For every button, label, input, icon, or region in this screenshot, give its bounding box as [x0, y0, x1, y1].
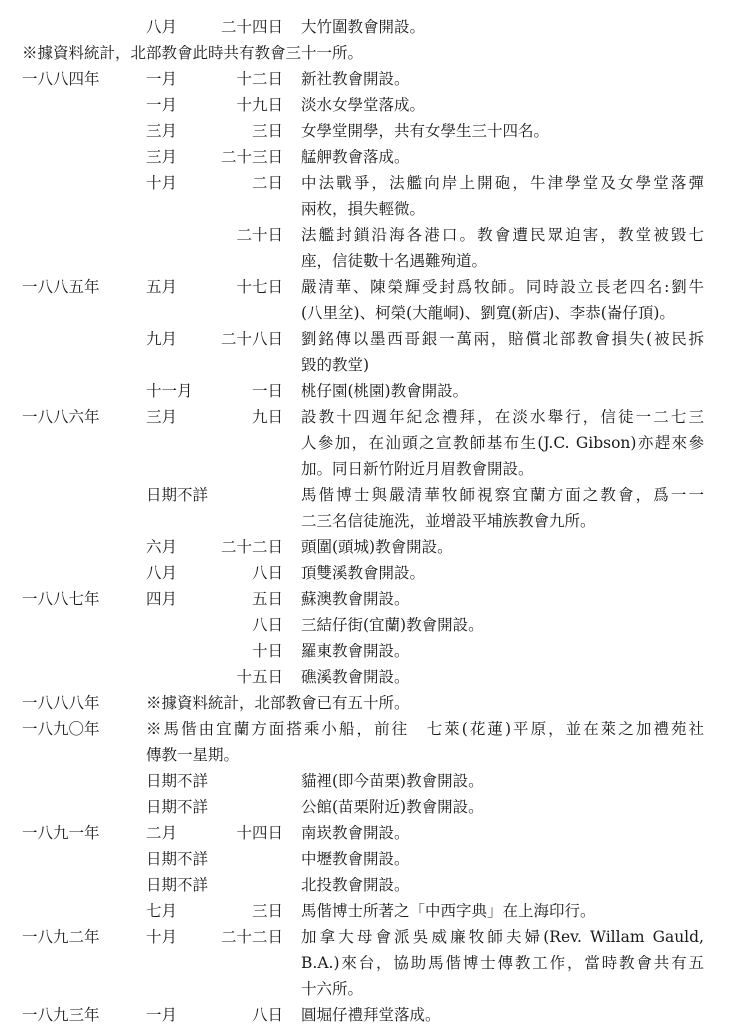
- entry-line: [0, 872, 742, 898]
- entry-month: 三月: [146, 122, 178, 140]
- entry-day: 五日: [251, 590, 283, 608]
- entry-month: 一月: [146, 96, 178, 114]
- entry-text: 二三名信徒施洗，並增設平埔族教會九所。: [301, 512, 596, 530]
- entry-month: 日期不詳: [146, 798, 209, 816]
- entry-text: 劉銘傳以墨西哥銀一萬兩，賠償北部教會損失(被民拆: [301, 330, 704, 348]
- entry-text: 法艦封鎖沿海各港口。教會遭民眾迫害，教堂被毀七: [301, 226, 704, 244]
- entry-text: 三結仔街(宜蘭)教會開設。: [301, 616, 484, 634]
- entry-line: [0, 144, 742, 170]
- entry-month: 七月: [146, 902, 178, 920]
- entry-text: 中法戰爭，法艦向岸上開砲，牛津學堂及女學堂落彈: [301, 174, 704, 192]
- entry-month: 三月: [146, 408, 178, 426]
- entry-day: 三日: [251, 122, 283, 140]
- entry-day: 十七日: [236, 278, 283, 296]
- entry-text: 貓裡(即今苗栗)教會開設。: [301, 772, 484, 790]
- entry-line: [0, 820, 742, 846]
- entry-day: 三日: [251, 902, 283, 920]
- entry-line: [0, 716, 742, 742]
- entry-day: 八日: [251, 616, 283, 634]
- entry-text: 傳教一星期。: [146, 746, 240, 764]
- entry-line: [0, 274, 742, 300]
- entry-line: [0, 482, 742, 508]
- entry-line: [0, 92, 742, 118]
- entry-line: [0, 222, 742, 248]
- entry-month: 一月: [146, 70, 178, 88]
- entry-text: 女學堂開學，共有女學生三十四名。: [301, 122, 550, 140]
- entry-text: 礁溪教會開設。: [301, 668, 410, 686]
- entry-month: 二月: [146, 824, 178, 842]
- entry-text: (八里坌)、柯榮(大龍峒)、劉寬(新店)、李恭(崙仔頂)。: [301, 304, 675, 322]
- entry-text: 羅東教會開設。: [301, 642, 410, 660]
- entry-line: [0, 170, 742, 196]
- entry-line: [0, 846, 742, 872]
- entry-line: [0, 300, 742, 326]
- entry-line: [0, 378, 742, 404]
- entry-text: 設教十四週年紀念禮拜，在淡水舉行，信徒一二七三: [301, 408, 704, 426]
- entry-day: 二十二日: [220, 928, 283, 946]
- entry-day: 九日: [251, 408, 283, 426]
- entry-month: 五月: [146, 278, 178, 296]
- entry-line: [0, 664, 742, 690]
- entry-line: [0, 534, 742, 560]
- entry-text: 兩枚，損失輕微。: [301, 200, 426, 218]
- entry-day: 二十三日: [220, 148, 283, 166]
- entry-text: 新社教會開設。: [301, 70, 410, 88]
- entry-text: 淡水女學堂落成。: [301, 96, 426, 114]
- entry-day: 十五日: [236, 668, 283, 686]
- entry-year: 一八八四年: [22, 70, 100, 88]
- entry-day: 二十四日: [220, 18, 283, 36]
- entry-line: [0, 768, 742, 794]
- entry-year: 一八九一年: [22, 824, 100, 842]
- entry-text: ※馬偕由宜蘭方面搭乘小船，前往 七萊(花蓮)平原，並在萊之加禮苑社: [146, 720, 704, 738]
- entry-line: [0, 950, 742, 976]
- entry-month: 日期不詳: [146, 850, 209, 868]
- entry-text: 嚴清華、陳榮輝受封爲牧師。同時設立長老四名:劉牛: [301, 278, 704, 296]
- entry-month: 日期不詳: [146, 772, 209, 790]
- entry-day: 二十二日: [220, 538, 283, 556]
- entry-line: [0, 612, 742, 638]
- entry-day: 十四日: [236, 824, 283, 842]
- entry-month: 十一月: [146, 382, 193, 400]
- entry-line: [0, 586, 742, 612]
- entry-year: 一八九二年: [22, 928, 100, 946]
- entry-text: 公館(苗栗附近)教會開設。: [301, 798, 484, 816]
- entry-day: 八日: [251, 564, 283, 582]
- entry-line: [0, 690, 742, 716]
- entry-line: [0, 352, 742, 378]
- entry-line: [0, 326, 742, 352]
- entry-text: 蘇澳教會開設。: [301, 590, 410, 608]
- entry-line: [0, 976, 742, 1002]
- entry-text: 座，信徒數十名遇難殉道。: [301, 252, 488, 270]
- entry-line: [0, 560, 742, 586]
- entry-text: 加。同日新竹附近月眉教會開設。: [301, 460, 534, 478]
- entry-day: 十二日: [236, 70, 283, 88]
- entry-month: 一月: [146, 1006, 178, 1024]
- entry-day: 一日: [251, 382, 283, 400]
- entry-month: 三月: [146, 148, 178, 166]
- entry-text: 圓堀仔禮拜堂落成。: [301, 1006, 441, 1024]
- entry-day: 十日: [251, 642, 283, 660]
- entry-line: [0, 794, 742, 820]
- entry-text: 毀的教堂): [301, 356, 370, 374]
- entry-line: [0, 40, 742, 66]
- entry-day: 二日: [251, 174, 283, 192]
- entry-text: 頂雙溪教會開設。: [301, 564, 426, 582]
- entry-month: 十月: [146, 928, 178, 946]
- entry-month: 八月: [146, 564, 178, 582]
- entry-text: 南崁教會開設。: [301, 824, 410, 842]
- entry-text: 頭圍(頭城)教會開設。: [301, 538, 453, 556]
- entry-line: [0, 248, 742, 274]
- entry-day: 二十日: [236, 226, 283, 244]
- entry-month: 八月: [146, 18, 178, 36]
- entry-text: 加拿大母會派吳威廉牧師夫婦(Rev. Willam Gauld,: [301, 928, 704, 946]
- entry-line: [0, 14, 742, 40]
- entry-text: 桃仔園(桃園)教會開設。: [301, 382, 469, 400]
- entry-line: [0, 404, 742, 430]
- entry-line: [0, 196, 742, 222]
- entry-text: 馬偕博士與嚴清華牧師視察宜蘭方面之教會，爲一一: [301, 486, 704, 504]
- entry-line: [0, 66, 742, 92]
- entry-month: 九月: [146, 330, 178, 348]
- entry-text: 艋舺教會落成。: [301, 148, 410, 166]
- entry-month: 日期不詳: [146, 876, 209, 894]
- entry-month: 四月: [146, 590, 178, 608]
- entry-year: 一八八五年: [22, 278, 100, 296]
- entry-text: 人參加，在汕頭之宣教師基布生(J.C. Gibson)亦趕來參: [301, 434, 704, 452]
- entry-year: 一八九三年: [22, 1006, 100, 1024]
- entry-line: [0, 1002, 742, 1028]
- entry-line: [0, 456, 742, 482]
- entry-month: 日期不詳: [146, 486, 209, 504]
- entry-year: 一八九〇年: [22, 720, 100, 738]
- entry-text: 馬偕博士所著之「中西字典」在上海印行。: [301, 902, 596, 920]
- entry-line: [0, 508, 742, 534]
- entry-line: [0, 118, 742, 144]
- entry-line: [0, 924, 742, 950]
- entry-text: 十六所。: [301, 980, 364, 998]
- entry-month: 十月: [146, 174, 178, 192]
- entry-year: 一八八八年: [22, 694, 100, 712]
- entry-line: [0, 898, 742, 924]
- entry-text: 大竹圍教會開設。: [301, 18, 426, 36]
- entry-year: 一八八七年: [22, 590, 100, 608]
- entry-text: 北投教會開設。: [301, 876, 410, 894]
- entry-day: 八日: [251, 1006, 283, 1024]
- entry-line: [0, 638, 742, 664]
- entry-line: [0, 742, 742, 768]
- entry-day: 二十八日: [220, 330, 283, 348]
- entry-text: ※據資料統計，北部教會已有五十所。: [146, 694, 410, 712]
- statistics-note: ※據資料統計，北部教會此時共有教會三十一所。: [22, 44, 364, 62]
- entry-day: 十九日: [236, 96, 283, 114]
- entry-year: 一八八六年: [22, 408, 100, 426]
- entry-month: 六月: [146, 538, 178, 556]
- entry-text: 中壢教會開設。: [301, 850, 410, 868]
- entry-text: B.A.)來台，協助馬偕博士傳教工作，當時教會共有五: [301, 954, 704, 972]
- entry-line: [0, 430, 742, 456]
